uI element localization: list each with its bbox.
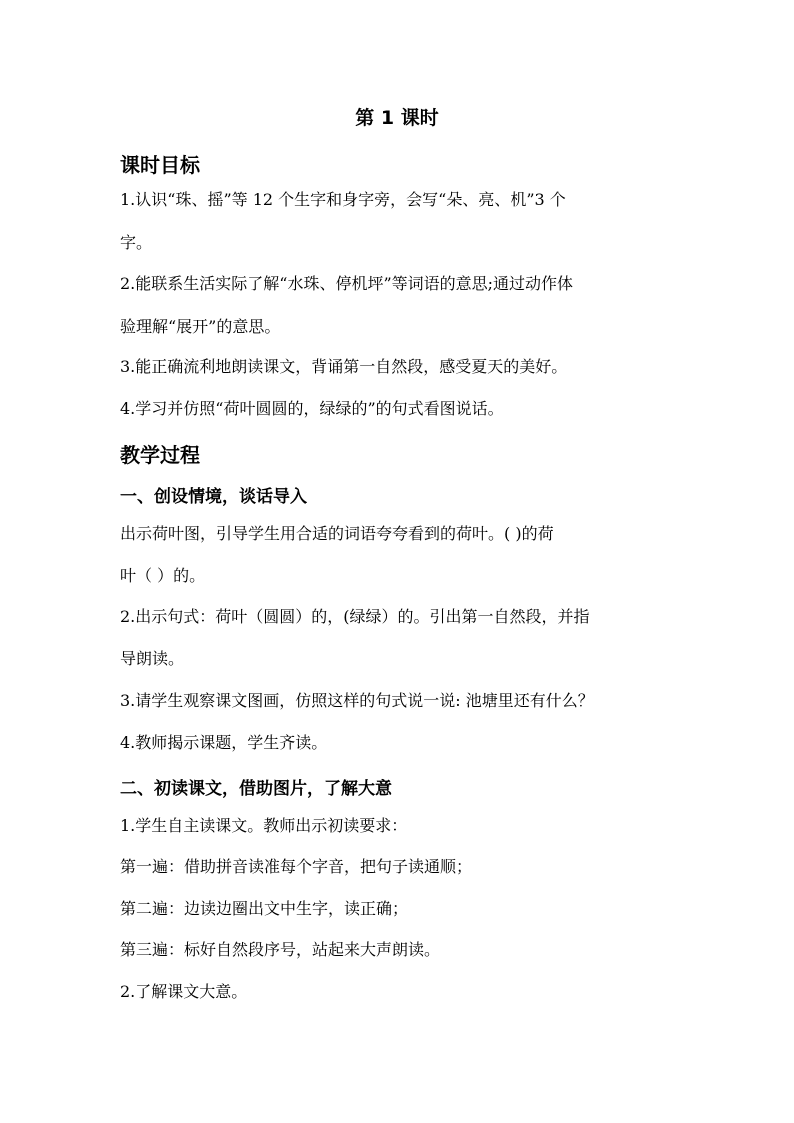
objective-1-line-2: 字。 <box>120 233 153 252</box>
section-2-paragraph-2: 第一遍：借助拼音读准每个字音，把句子读通顺； <box>120 857 473 876</box>
section-2-paragraph-3: 第二遍：边读边圈出文中生字，读正确； <box>120 899 409 918</box>
objective-2-line-2: 验理解“展开”的意思。 <box>120 317 281 336</box>
objective-2-line-1: 2.能联系生活实际了解“水珠、停机坪”等词语的意思;通过动作体 <box>120 274 574 293</box>
section-1-paragraph-3: 3.请学生观察课文图画，仿照这样的句式说一说: 池塘里还有什么？ <box>120 691 594 710</box>
section-2-paragraph-5: 2.了解课文大意。 <box>120 982 248 1001</box>
section-1-paragraph-1-line-1: 出示荷叶图，引导学生用合适的词语夸夸看到的荷叶。( )的荷 <box>120 524 554 543</box>
section-1-paragraph-1-line-2: 叶（ ）的。 <box>120 566 206 585</box>
section-1-paragraph-2-line-2: 导朗读。 <box>120 649 185 668</box>
section-2-paragraph-4: 第三遍：标好自然段序号，站起来大声朗读。 <box>120 940 441 959</box>
section-1-paragraph-2-line-1: 2.出示句式：荷叶（圆圆）的，(绿绿）的。引出第一自然段，并指 <box>120 607 590 626</box>
section-1-heading: 一、创设情境，谈话导入 <box>120 487 307 507</box>
section-1-paragraph-4: 4.教师揭示课题，学生齐读。 <box>120 733 328 752</box>
objective-1-line-1: 1.认识“珠、摇”等 12 个生字和身字旁，会写“朵、亮、机”3 个 <box>120 190 566 209</box>
process-heading: 教学过程 <box>120 443 200 467</box>
section-2-paragraph-1: 1.学生自主读课文。教师出示初读要求： <box>120 816 408 835</box>
section-2-heading: 二、初读课文，借助图片，了解大意 <box>120 779 392 799</box>
objective-3: 3.能正确流利地朗读课文，背诵第一自然段，感受夏天的美好。 <box>120 357 568 376</box>
objectives-heading: 课时目标 <box>120 153 200 177</box>
lesson-title: 第 1 课时 <box>355 107 439 129</box>
objective-4: 4.学习并仿照“荷叶圆圆的，绿绿的”的句式看图说话。 <box>120 399 504 418</box>
